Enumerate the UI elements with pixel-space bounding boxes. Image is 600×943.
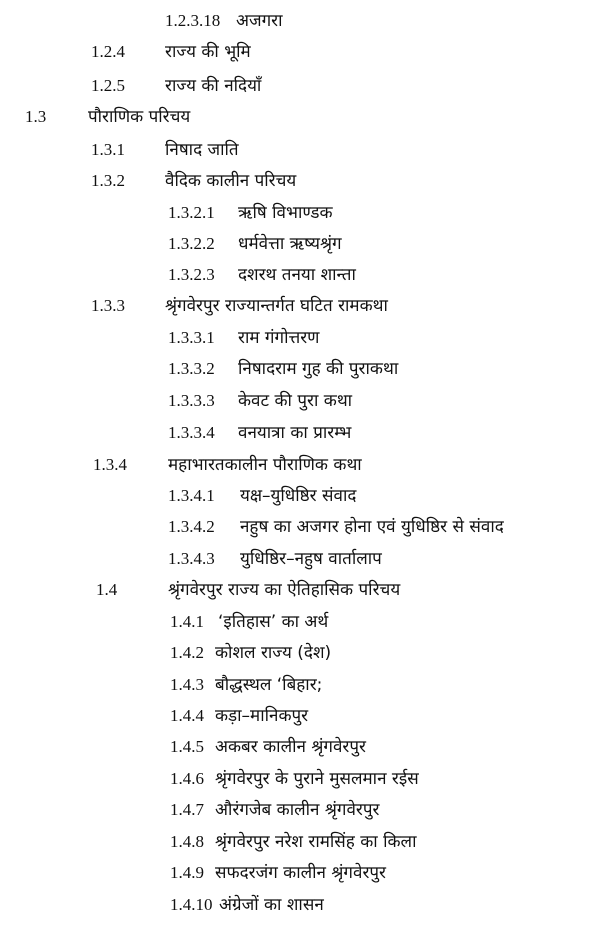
entry-number: 1.3.2.3 [168, 265, 215, 284]
entry-number: 1.3.3.4 [168, 423, 215, 442]
entry-title: कोशल राज्य (देश) [215, 643, 332, 663]
entry-number: 1.2.5 [91, 76, 125, 95]
entry-number: 1.3.2.2 [168, 234, 215, 253]
entry-number: 1.4.6 [170, 769, 204, 788]
entry-number: 1.3.4.2 [168, 517, 215, 536]
entry-title: सफदरजंग कालीन श्रृंगवेरपुर [215, 863, 387, 883]
entry-number: 1.3.3.2 [168, 359, 215, 378]
entry-number: 1.4.7 [170, 800, 204, 819]
entry-title: युधिष्ठिर–नहुष वार्तालाप [240, 549, 382, 569]
entry-number: 1.3.4 [93, 455, 127, 474]
entry-title: निषादराम गुह की पुराकथा [238, 359, 399, 379]
entry-title: औरंगजेब कालीन श्रृंगवेरपुर [215, 800, 380, 820]
entry-number: 1.3.4.1 [168, 486, 215, 505]
entry-number: 1.2.4 [91, 42, 125, 61]
entry-number: 1.3.3 [91, 296, 125, 315]
entry-title: नहुष का अजगर होना एवं युधिष्ठिर से संवाद [240, 517, 504, 537]
entry-number: 1.3.3.1 [168, 328, 215, 347]
entry-title: वैदिक कालीन परिचय [165, 171, 297, 191]
entry-number: 1.3.2 [91, 171, 125, 190]
entry-title: धर्मवेत्ता ऋष्यश्रृंग [238, 234, 342, 254]
entry-number: 1.4.1 [170, 612, 204, 631]
entry-title: ऋषि विभाण्डक [238, 203, 333, 223]
entry-title: कड़ा–मानिकपुर [215, 706, 309, 726]
entry-title: बौद्धस्थल ‘बिहार; [215, 675, 323, 695]
entry-title: राज्य की नदियाँ [165, 76, 262, 96]
entry-number: 1.4.10 [170, 895, 213, 914]
entry-number: 1.3.4.3 [168, 549, 215, 568]
entry-title: ‘इतिहास’ का अर्थ [218, 612, 329, 632]
entry-number: 1.4.8 [170, 832, 204, 851]
entry-title: राम गंगोत्तरण [238, 328, 320, 348]
entry-number: 1.3 [25, 107, 47, 126]
entry-number: 1.3.3.3 [168, 391, 215, 410]
entry-title: यक्ष–युधिष्ठिर संवाद [240, 486, 357, 506]
entry-title: पौराणिक परिचय [88, 107, 191, 127]
entry-title: दशरथ तनया शान्ता [238, 265, 356, 285]
entry-number: 1.4.3 [170, 675, 204, 694]
entry-number: 1.3.1 [91, 140, 125, 159]
entry-title: अजगरा [236, 11, 283, 31]
entry-title: श्रृंगवेरपुर राज्यान्तर्गत घटित रामकथा [165, 296, 388, 316]
entry-number: 1.2.3.18 [165, 11, 221, 30]
entry-number: 1.4.2 [170, 643, 204, 662]
entry-title: श्रृंगवेरपुर के पुराने मुसलमान रईस [215, 769, 419, 789]
entry-title: महाभारतकालीन पौराणिक कथा [168, 455, 362, 475]
entry-title: राज्य की भूमि [165, 42, 251, 62]
entry-title: श्रृंगवेरपुर राज्य का ऐतिहासिक परिचय [168, 580, 401, 600]
entry-title: केवट की पुरा कथा [238, 391, 353, 411]
entry-title: अंग्रेजों का शासन [219, 895, 324, 915]
entry-number: 1.3.2.1 [168, 203, 215, 222]
entry-title: श्रृंगवेरपुर नरेश रामसिंह का किला [215, 832, 417, 852]
entry-number: 1.4 [96, 580, 118, 599]
entry-number: 1.4.4 [170, 706, 204, 725]
entry-number: 1.4.5 [170, 737, 204, 756]
entry-title: अकबर कालीन श्रृंगवेरपुर [215, 737, 366, 757]
entry-title: वनयात्रा का प्रारम्भ [238, 423, 352, 443]
entry-number: 1.4.9 [170, 863, 204, 882]
entry-title: निषाद जाति [165, 140, 239, 160]
